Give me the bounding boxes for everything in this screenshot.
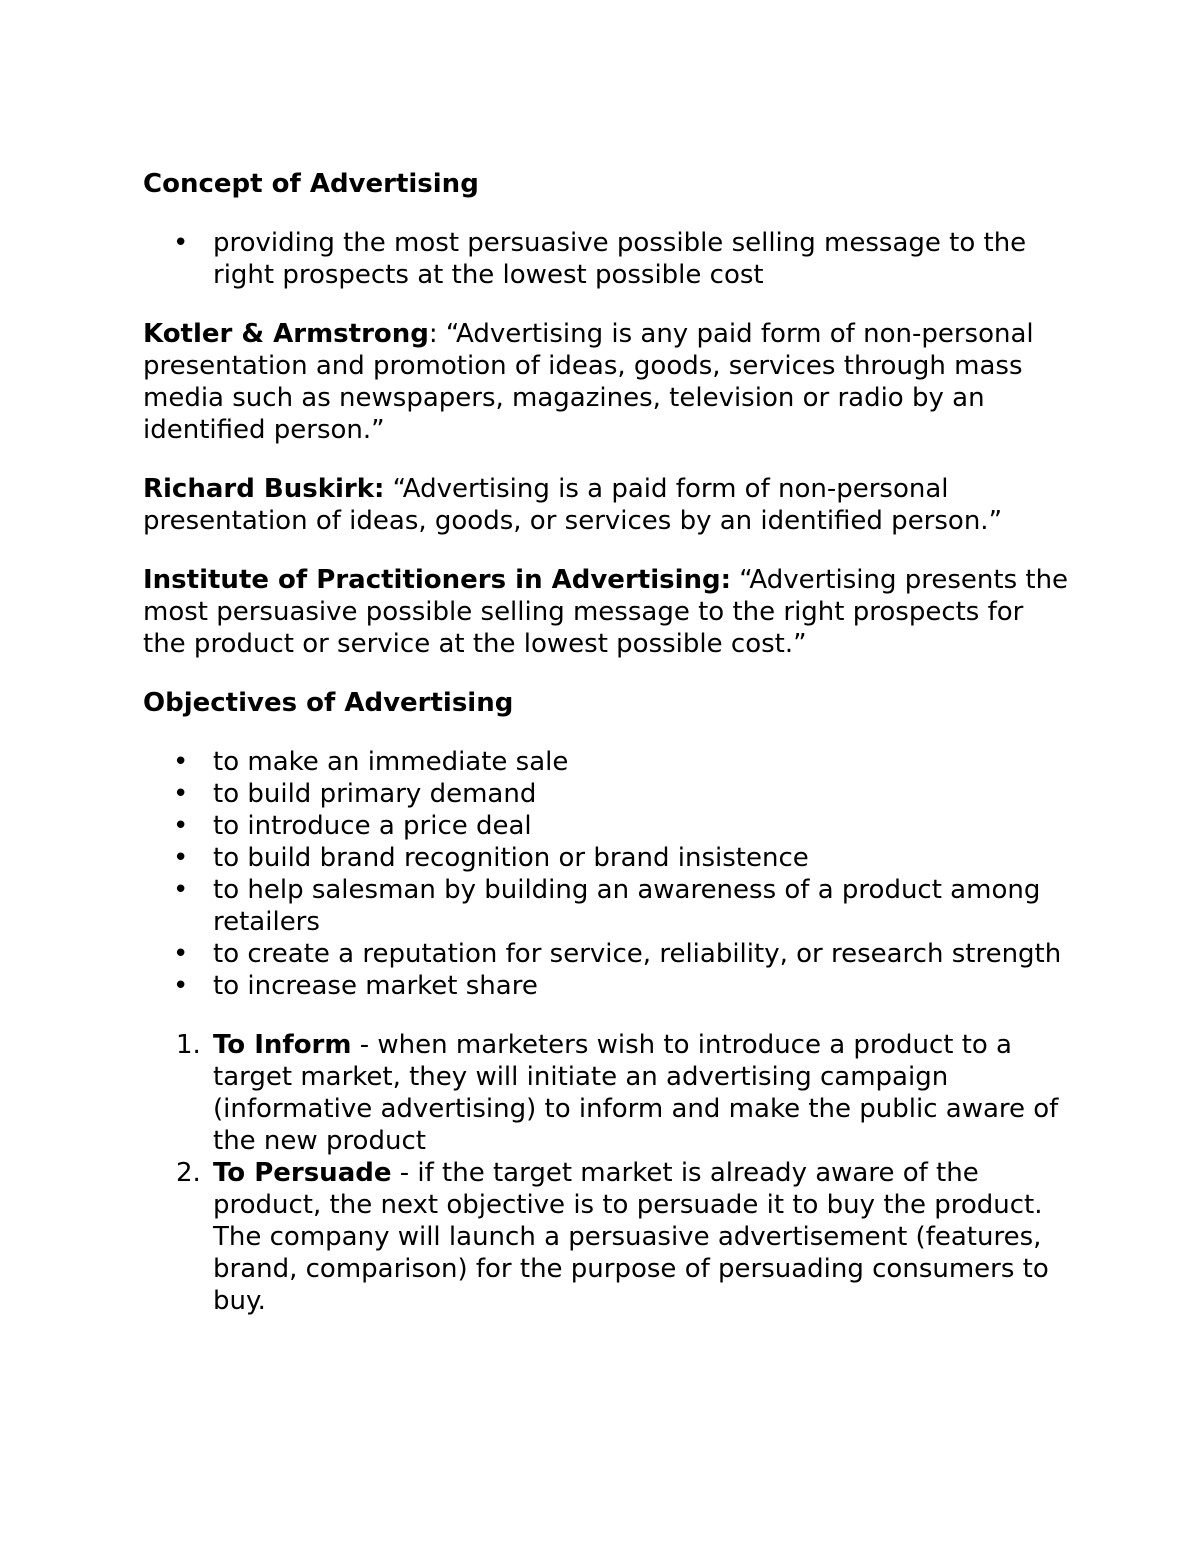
bullet-icon: • — [173, 747, 189, 777]
list-item — [143, 970, 1073, 1002]
list-item — [143, 746, 1073, 778]
definition-paragraph — [143, 318, 1073, 446]
list-item-text: to create a reputation for service, reliability, or research strength — [213, 939, 1062, 969]
list-item — [143, 874, 1073, 938]
item-number: 2. — [176, 1158, 201, 1188]
definition-author: Kotler & Armstrong — [143, 319, 429, 349]
definition-paragraph — [143, 473, 1073, 537]
list-item — [143, 778, 1073, 810]
bullet-icon: • — [173, 228, 189, 258]
bullet-icon: • — [173, 811, 189, 841]
definition-separator: : — [428, 319, 446, 349]
concept-heading: Concept of Advertising — [143, 169, 479, 199]
definition-separator — [384, 474, 392, 504]
item-text: - if the target market is already aware of the product, the next objective is to persuade it to buy the product. The company will launch a persuasive advertisement (features, brand, comparison) for the purpose of persuading consumers to buy. — [213, 1158, 1049, 1316]
definition-text: “Advertising presents the most persuasive possible selling message to the right prospects for the product or service at the lowest possible cost.” — [143, 565, 1069, 659]
numbered-item — [143, 1029, 1073, 1157]
definition-text: “Advertising is a paid form of non-personal presentation of ideas, goods, or services by an identified person.” — [143, 474, 1003, 536]
bullet-icon: • — [173, 779, 189, 809]
list-item — [143, 938, 1073, 970]
list-item — [143, 227, 1073, 291]
item-text: - when marketers wish to introduce a product to a target market, they will initiate an advertising campaign (informative advertising) to inform and make the public aware of the new product — [213, 1030, 1059, 1156]
item-title: To Persuade — [213, 1158, 392, 1188]
list-item-text: to increase market share — [213, 971, 538, 1001]
objectives-heading: Objectives of Advertising — [143, 688, 514, 718]
bullet-icon: • — [173, 875, 189, 905]
numbered-item — [143, 1157, 1073, 1317]
list-item-text: providing the most persuasive possible selling message to the right prospects at the lowest possible cost — [213, 228, 1027, 290]
definition-paragraph — [143, 564, 1073, 660]
document-page — [143, 168, 1073, 1317]
bullet-icon: • — [173, 939, 189, 969]
definition-author: Institute of Practitioners in Advertising: — [143, 565, 732, 595]
definition-text: “Advertising is any paid form of non-personal presentation and promotion of ideas, goods, services through mass media such as newspapers, magazines, television or radio by an identified person.” — [143, 319, 1034, 445]
item-number: 1. — [176, 1030, 201, 1060]
list-item-text: to make an immediate sale — [213, 747, 569, 777]
list-item-text: to build primary demand — [213, 779, 537, 809]
bullet-icon: • — [173, 843, 189, 873]
list-item — [143, 842, 1073, 874]
objectives-numbered-list — [143, 1029, 1073, 1317]
list-item — [143, 810, 1073, 842]
objectives-bullet-list — [143, 746, 1073, 1002]
item-title: To Inform — [213, 1030, 352, 1060]
list-item-text: to help salesman by building an awareness of a product among retailers — [213, 875, 1041, 937]
definition-author: Richard Buskirk: — [143, 474, 385, 504]
bullet-icon: • — [173, 971, 189, 1001]
list-item-text: to build brand recognition or brand insistence — [213, 843, 809, 873]
list-item-text: to introduce a price deal — [213, 811, 532, 841]
concept-bullet-list — [143, 227, 1073, 291]
